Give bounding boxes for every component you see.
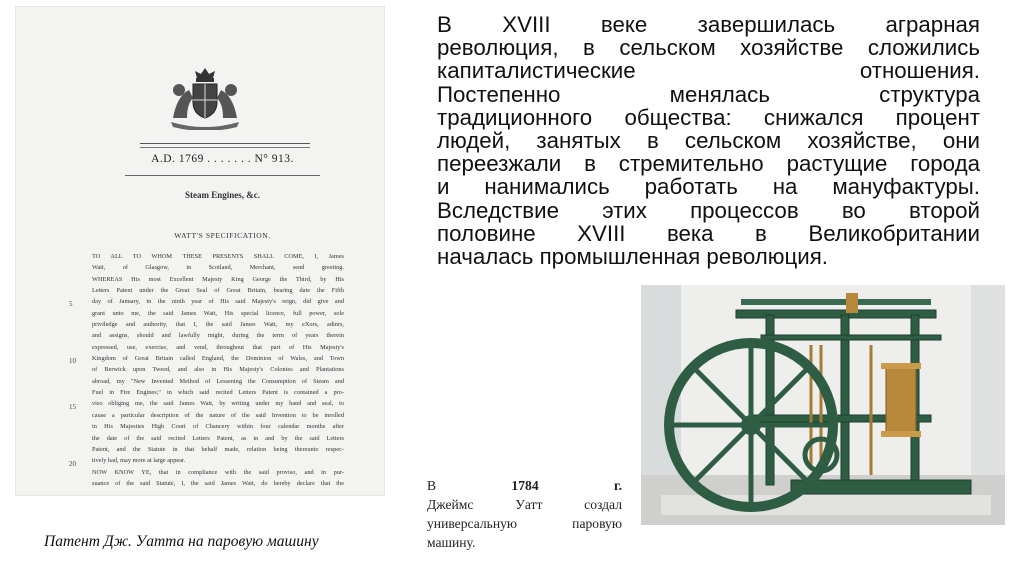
paragraph-line: началась промышленная революция. xyxy=(437,244,828,270)
paragraph-line: капиталистические отношения. xyxy=(437,58,980,84)
patent-line: grant unto me, the said James Watt, His special licence, full power, sole xyxy=(92,309,344,317)
paragraph-line: половине XVIII века в Великобритании xyxy=(437,220,980,246)
patent-line: suance of the said Statute, I, the said James Watt, do hereby declare that the xyxy=(92,479,344,487)
patent-line: TO ALL TO WHOM THESE PRESENTS SHALL COME, I, James xyxy=(92,253,344,260)
caption-line-2: Джеймс Уатт создал xyxy=(427,497,622,512)
patent-spec-title: WATT'S SPECIFICATION. xyxy=(174,231,271,240)
patent-line: priviledge and authority, that I, the said James Watt, my eXors, adinrs, xyxy=(92,321,344,329)
patent-header: A.D. 1769 . . . . . . . N° 913. xyxy=(151,153,294,165)
patent-line: cause a particular description of the nature of the said Invention to be inrolled xyxy=(92,411,344,419)
paragraph-line: людей, занятых в сельском хозяйстве, они xyxy=(437,128,980,154)
patent-line: Kingdom of Great Britain called England, the Dominion of Wales, and Town xyxy=(92,355,344,363)
patent-line: Letters Patent under the Great Seal of Great Britain, bearing date the Fifth xyxy=(92,287,344,295)
royal-coat-of-arms-icon xyxy=(165,64,245,130)
paragraph-line: переезжали в стремительно растущие города xyxy=(437,151,980,177)
caption-g: г. xyxy=(613,478,622,493)
patent-line: Watt, of Glasgow, in Scotland, Merchant, send greeting. xyxy=(92,264,344,272)
patent-line: and assigns, should and lawfully might, during the term of years therein xyxy=(92,332,344,340)
line-number: 5 xyxy=(69,300,73,308)
paragraph-line: Постепенно менялась структура xyxy=(437,81,980,107)
patent-line: day of January, in the ninth year of His said Majesty's reign, did give and xyxy=(92,298,344,306)
line-number: 20 xyxy=(69,460,76,468)
paragraph-line: В XVIII веке завершилась аграрная xyxy=(437,12,980,37)
patent-body-text xyxy=(92,251,344,489)
caption-in: В xyxy=(427,478,437,493)
paragraph-line: революция, в сельском хозяйстве сложились xyxy=(437,35,980,61)
patent-line: abroad, my "New Invented Method of Lessening the Consumption of Steam and xyxy=(92,377,344,385)
paragraph-line: традиционного общества: снижался процент xyxy=(437,104,980,130)
patent-document-image xyxy=(15,6,385,496)
patent-caption: Патент Дж. Уатта на паровую машину xyxy=(44,533,319,550)
main-paragraph xyxy=(437,13,980,268)
patent-line: expressed, use, exercise, and vend, throughout that part of His Majesty's xyxy=(92,343,344,351)
line-number: 15 xyxy=(69,403,76,411)
caption-year: 1784 xyxy=(511,478,539,493)
patent-line: WHEREAS His most Excellent Majesty King George the Third, by His xyxy=(92,275,344,283)
paragraph-line: Вследствие этих процессов во второй xyxy=(437,197,980,223)
divider xyxy=(125,175,320,176)
patent-line: Fuel in Fire Engines;" in which said recited Letters Patent is contained a pro- xyxy=(92,389,344,397)
patent-line: the date of the said recited Letters Patent, as in and by the said Letters xyxy=(92,434,344,442)
patent-subtitle: Steam Engines, &c. xyxy=(185,190,260,200)
steam-engine-illustration xyxy=(641,285,1005,525)
paragraph-line: и нанимались работать на мануфактуры. xyxy=(437,174,980,200)
line-number: 10 xyxy=(69,357,76,365)
patent-line: tively had, may more at large appear. xyxy=(92,457,186,465)
caption-line-3: универсальную паровую xyxy=(427,516,622,531)
patent-line: of Berwick upon Tweed, and also in His Majesty's Colonies and Plantations xyxy=(92,366,344,374)
steam-engine-photo xyxy=(641,285,1005,525)
patent-line: in His Majesties High Court of Chancery within four calendar months after xyxy=(92,423,344,431)
caption-line-4: машину. xyxy=(427,535,476,550)
engine-caption xyxy=(427,476,622,552)
patent-line: viso obliging me, the said James Watt, by writing under my hand and seal, to xyxy=(92,400,344,408)
divider xyxy=(140,147,310,148)
patent-line: NOW KNOW YE, that in compliance with the said proviso, and in pur- xyxy=(92,468,344,476)
patent-line: Patent, and the Statute in that behalf made, relation being thereunto respec- xyxy=(92,445,344,453)
caption-line-1 xyxy=(427,476,622,495)
divider xyxy=(140,143,310,144)
